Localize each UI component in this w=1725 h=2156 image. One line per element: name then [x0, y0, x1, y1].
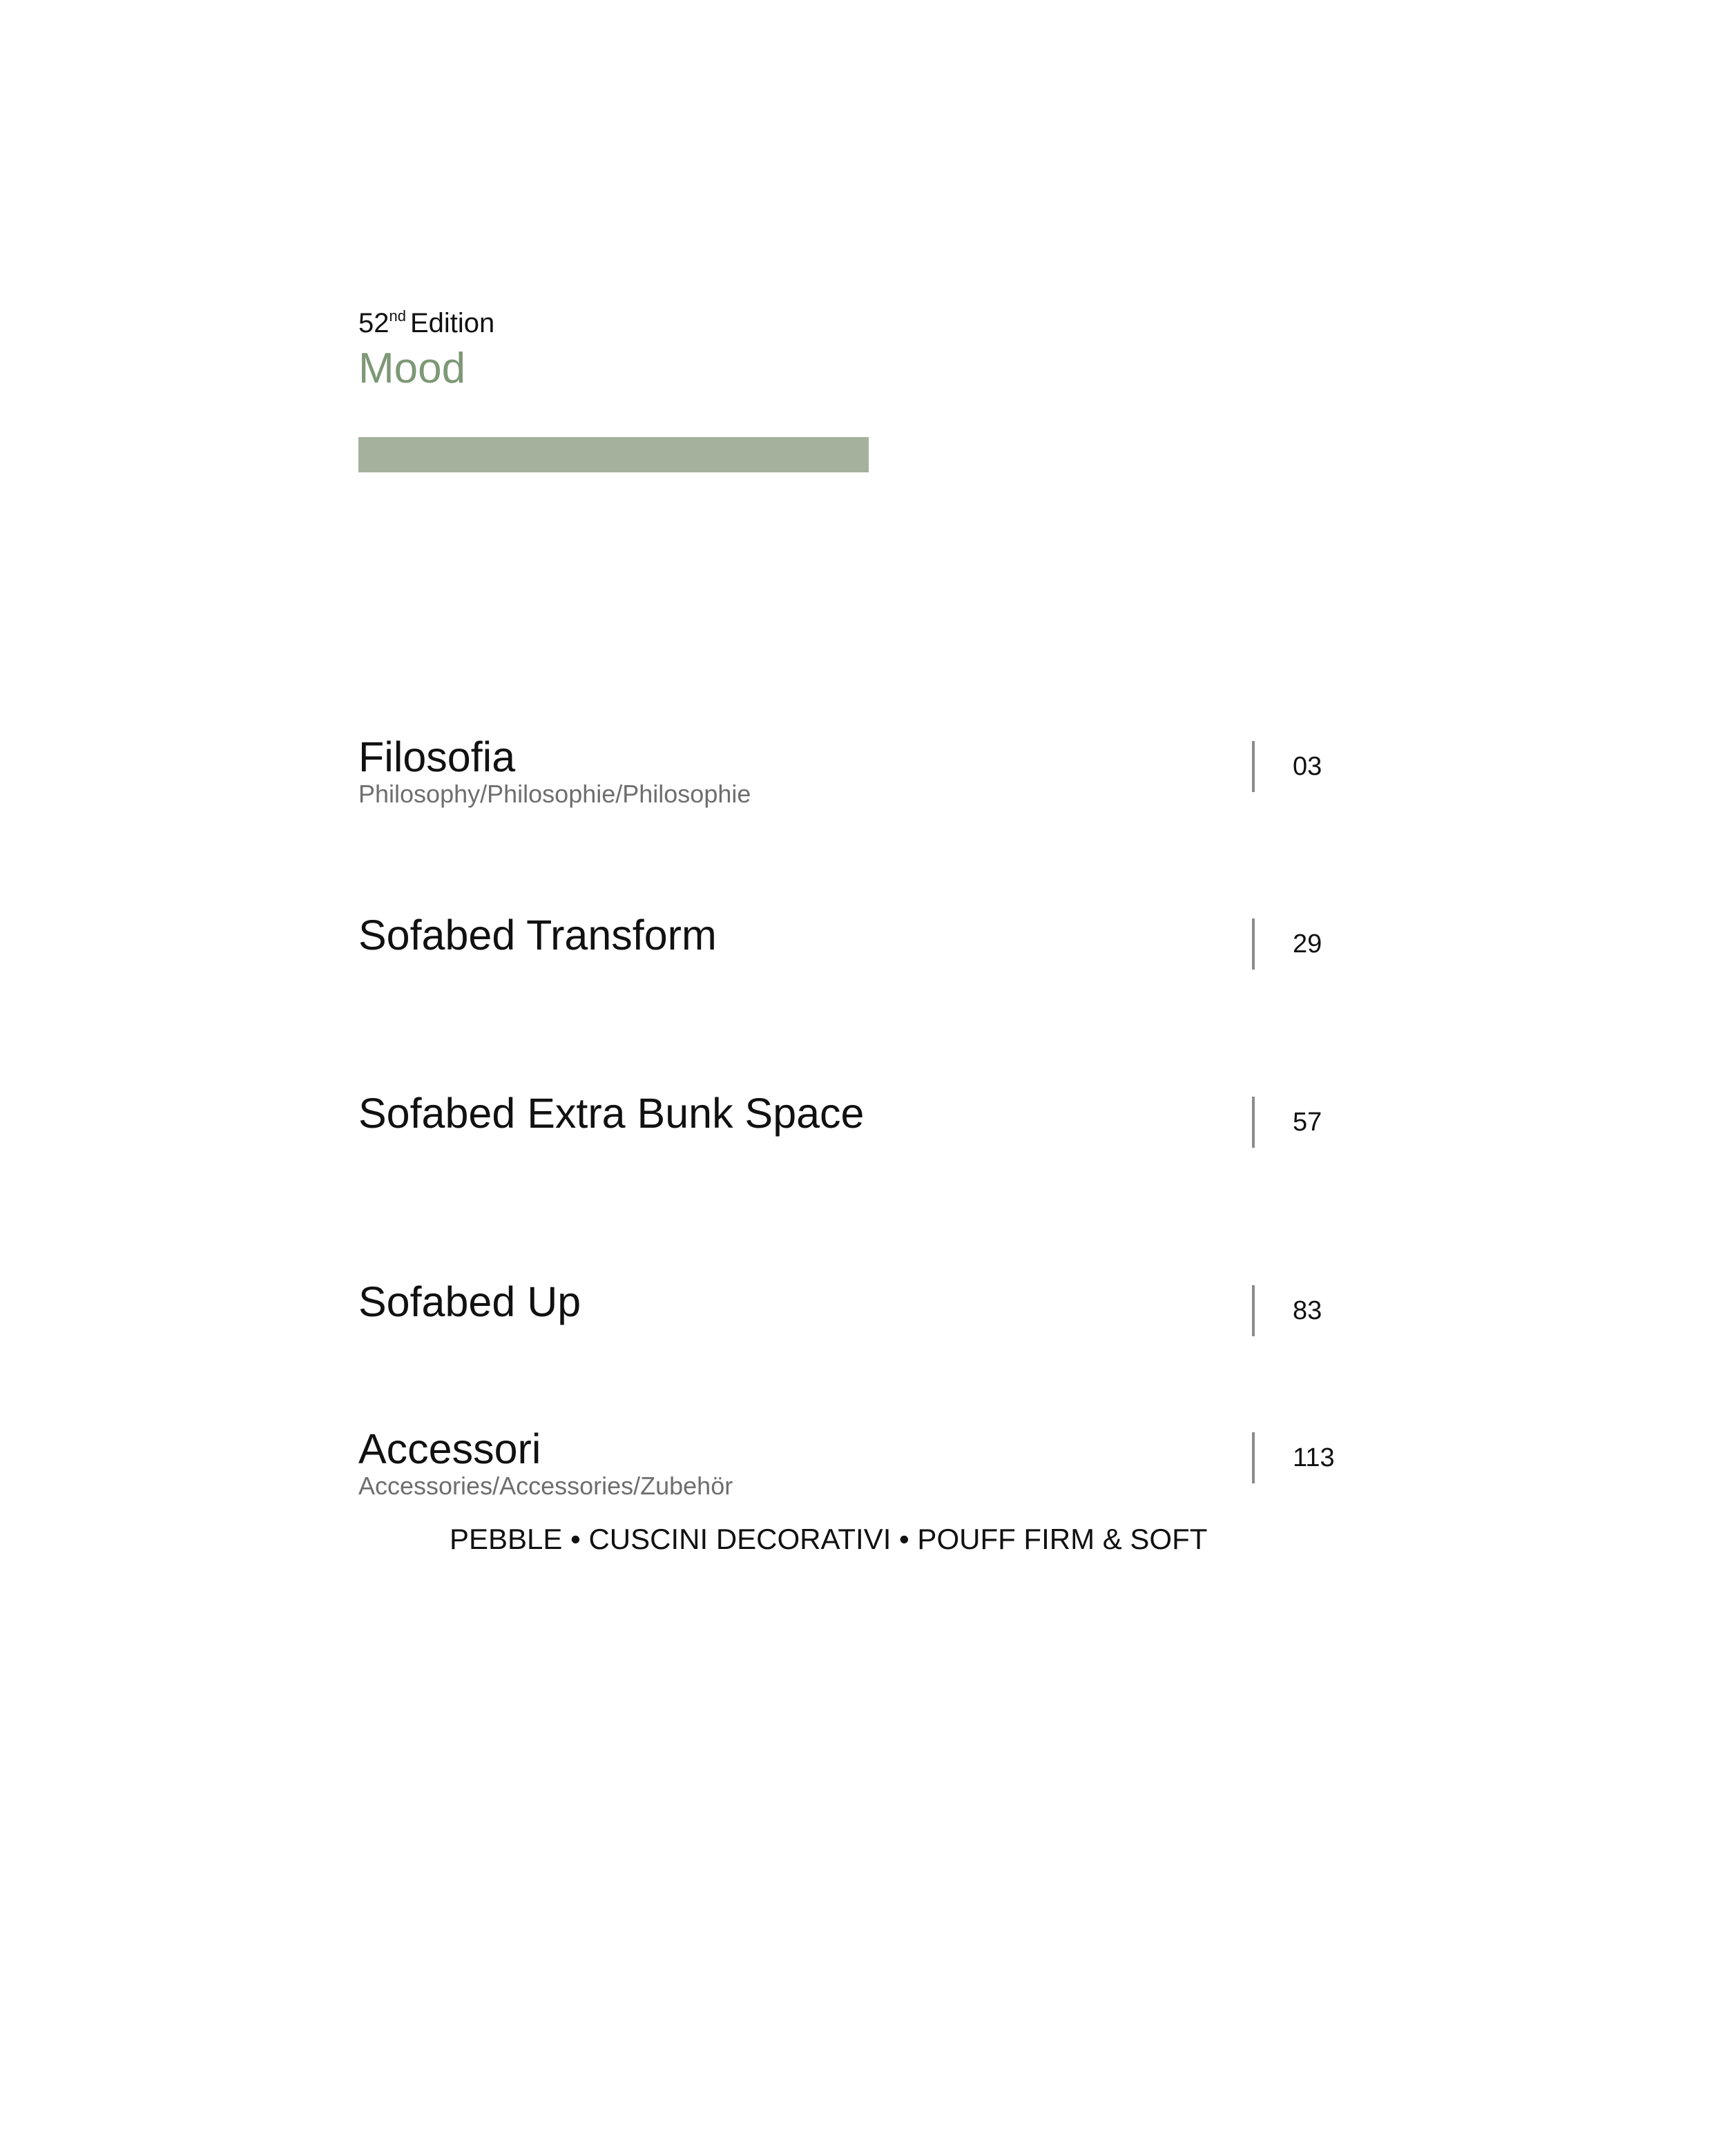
accent-bar [358, 437, 869, 472]
toc-page-number: 113 [1293, 1443, 1335, 1472]
edition-number: 52 [358, 308, 389, 338]
edition-label [358, 307, 494, 340]
accessories-list: PEBBLE • CUSCINI DECORATIVI • POUFF FIRM & SOFT [450, 1523, 1208, 1555]
toc-page-number: 83 [1293, 1296, 1322, 1325]
toc-separator [1252, 741, 1255, 792]
toc-entry-title: Sofabed Up [358, 1278, 581, 1325]
toc-separator [1252, 1097, 1255, 1148]
toc-entry-subtitle: Philosophy/Philosophie/Philosophie [358, 780, 751, 808]
toc-page-number: 57 [1293, 1108, 1322, 1137]
toc-page-number: 03 [1293, 752, 1322, 781]
toc-separator [1252, 1285, 1255, 1336]
toc-page-number: 29 [1293, 930, 1322, 959]
toc-separator [1252, 1432, 1255, 1483]
toc-entry-title: Sofabed Transform [358, 912, 717, 959]
toc-entry-title: Filosofia [358, 733, 516, 780]
page-title: Mood [358, 345, 466, 392]
toc-entry-title: Sofabed Extra Bunk Space [358, 1090, 865, 1137]
toc-entry-subtitle: Accessories/Accessories/Zubehör [358, 1472, 733, 1500]
toc-entry-title: Accessori [358, 1425, 541, 1472]
edition-word: Edition [409, 308, 495, 338]
edition-suffix: nd [389, 307, 406, 325]
toc-separator [1252, 918, 1255, 970]
